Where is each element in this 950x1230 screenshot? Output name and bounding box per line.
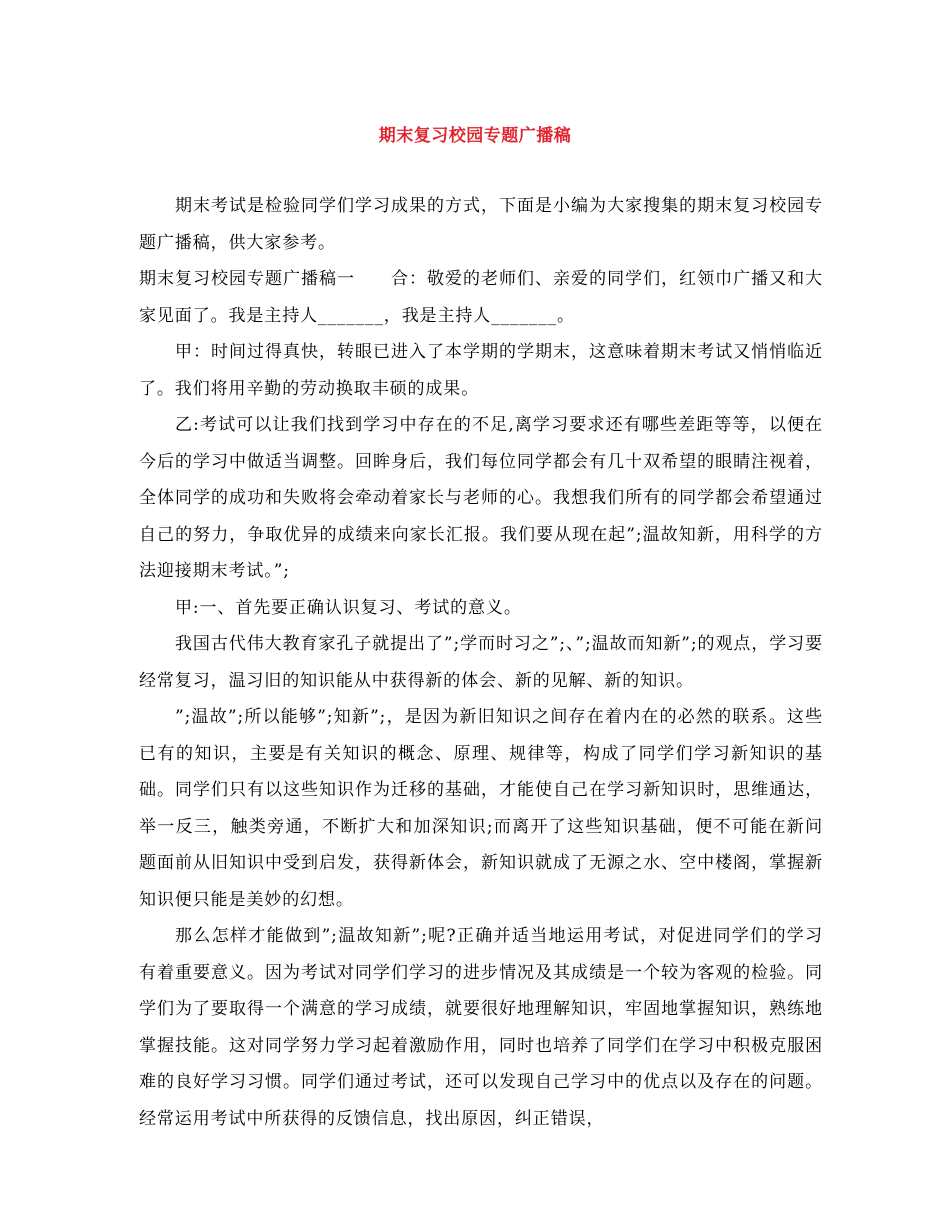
paragraph: 期末复习校园专题广播稿一 合：敬爱的老师们、亲爱的同学们，红领巾广播又和大家见面了。我是主持人_______，我是主持人_______。 bbox=[139, 269, 823, 326]
paragraph: 我国古代伟大教育家孔子就提出了”;学而时习之”;、”;温故而知新”;的观点，学习要经常复习，温习旧的知识能从中获得新的体会、新的见解、新的知识。 bbox=[139, 634, 823, 691]
paragraph: 那么怎样才能做到”;温故知新”;呢?正确并适当地运用考试，对促进同学们的学习有着重要意义。因为考试对同学们学习的进步情况及其成绩是一个较为客观的检验。同学们为了要取得一个满意的学习成绩，就要很好地理解知识，牢固地掌握知识，熟练地掌握技能。这对同学努力学习起着激励作用，同时也培养了同学们在学习中积极克服困难的良好学习习惯。同学们通过考试，还可以发现自己学习中的优点以及存在的问题。经常运用考试中所获得的反馈信息，找出原因，纠正错误， bbox=[139, 926, 823, 1129]
paragraph: 期末考试是检验同学们学习成果的方式，下面是小编为大家搜集的期末复习校园专题广播稿，供大家参考。 bbox=[139, 196, 823, 253]
paragraph: 乙:考试可以让我们找到学习中存在的不足,离学习要求还有哪些差距等等，以便在今后的学习中做适当调整。回眸身后，我们每位同学都会有几十双希望的眼睛注视着，全体同学的成功和失败将会牵动着家长与老师的心。我想我们所有的同学都会希望通过自己的努力，争取优异的成绩来向家长汇报。我们要从现在起”;温故知新，用科学的方法迎接期末考试。”; bbox=[139, 415, 823, 581]
document-body bbox=[139, 188, 823, 1137]
paragraph: ”;温故”;所以能够”;知新”;，是因为新旧知识之间存在着内在的必然的联系。这些已有的知识，主要是有关知识的概念、原理、规律等，构成了同学们学习新知识的基础。同学们只有以这些知识作为迁移的基础，才能使自己在学习新知识时，思维通达，举一反三，触类旁通，不断扩大和加深知识;而离开了这些知识基础，便不可能在新问题面前从旧知识中受到启发，获得新体会，新知识就成了无源之水、空中楼阁，掌握新知识便只能是美妙的幻想。 bbox=[139, 707, 823, 910]
paragraph: 甲:一、首先要正确认识复习、考试的意义。 bbox=[175, 597, 522, 618]
paragraph: 甲：时间过得真快，转眼已进入了本学期的学期末，这意味着期末考试又悄悄临近了。我们将用辛勤的劳动换取丰硕的成果。 bbox=[139, 342, 823, 399]
document-title: 期末复习校园专题广播稿 bbox=[378, 126, 572, 146]
